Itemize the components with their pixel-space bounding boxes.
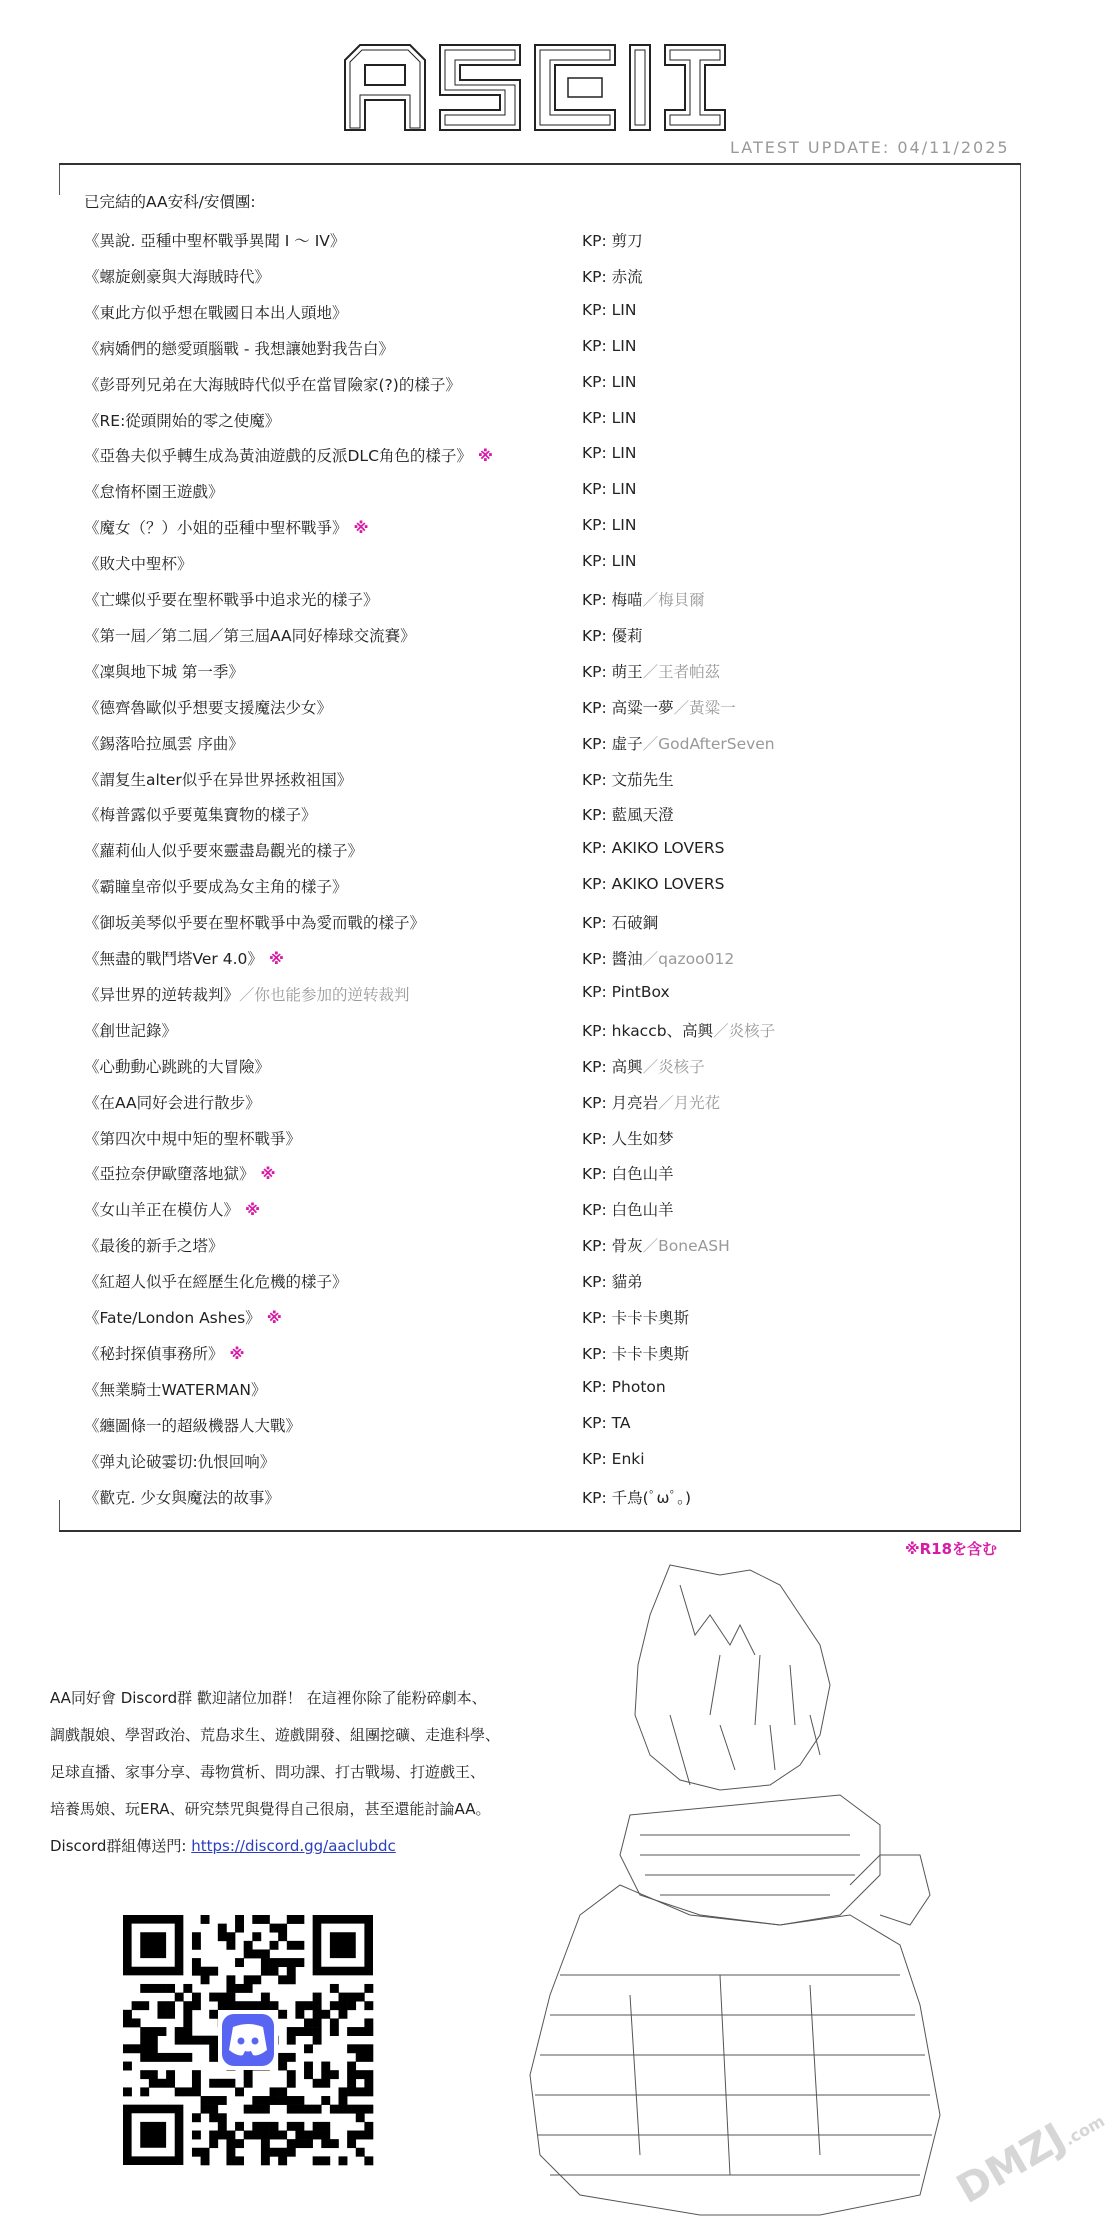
discord-link[interactable]: https://discord.gg/aaclubdc (191, 1837, 396, 1855)
discord-text-1: AA同好會 Discord群 歡迎諸位加群！ 在這裡你除了能粉碎劇本、 (50, 1689, 487, 1707)
keeper-name: KP: LIN (582, 444, 637, 463)
discord-link-row (50, 1828, 520, 1865)
list-item (0, 911, 1080, 947)
r18-mark: ※ (245, 1201, 261, 1220)
campaign-title: 《RE:從頭開始的零之使魔》 (84, 411, 281, 430)
list-item (0, 696, 1080, 732)
keeper-name: KP: 虛子／GodAfterSeven (582, 734, 775, 753)
list-item (0, 1198, 1080, 1234)
campaign-title: 《梅普露似乎要蒐集寶物的樣子》 (84, 806, 317, 825)
campaign-title: 《凜與地下城 第一季》 (84, 662, 244, 681)
r18-note: ※R18を含む (905, 1540, 998, 1558)
list-item (0, 1234, 1080, 1270)
keeper-name: KP: LIN (582, 480, 637, 499)
campaign-title: 《纏圖條一的超級機器人大戰》 (84, 1416, 302, 1435)
keeper-name: KP: 月亮岩／月光花 (582, 1093, 721, 1112)
keeper-name: KP: 貓弟 (582, 1273, 643, 1292)
keeper-name: KP: LIN (582, 516, 637, 535)
list-item (0, 480, 1080, 516)
keeper-name: KP: 千鳥(ﾟωﾟ。) (582, 1488, 691, 1507)
list-item (0, 660, 1080, 696)
campaign-title: 《最後的新手之塔》 (84, 1237, 224, 1256)
list-item (0, 552, 1080, 588)
list-item (0, 947, 1080, 983)
campaign-title: 《歡克. 少女與魔法的故事》 (84, 1488, 280, 1507)
campaign-title: 《第四次中規中矩的聖杯戰爭》 (84, 1129, 302, 1148)
campaign-title: 《霸瞳皇帝似乎要成為女主角的樣子》 (84, 878, 348, 897)
campaign-title: 《無業騎士WATERMAN》 (84, 1380, 267, 1399)
r18-mark: ※ (260, 1165, 276, 1184)
campaign-title: 《在AA同好会进行散步》 (84, 1093, 261, 1112)
keeper-name: KP: 優莉 (582, 626, 643, 645)
keeper-name: KP: 人生如梦 (582, 1129, 674, 1148)
list-item (0, 1414, 1080, 1450)
campaign-title: 《無盡的戰鬥塔Ver 4.0》 ※ (84, 950, 284, 968)
latest-update: LATEST UPDATE: 04/11/2025 (730, 138, 1010, 157)
campaign-title: 《心動動心跳跳的大冒險》 (84, 1057, 271, 1076)
r18-mark: ※ (268, 950, 284, 968)
keeper-alt-name: ／qazoo012 (642, 950, 735, 968)
keeper-name: KP: AKIKO LOVERS (582, 875, 725, 894)
list-item (0, 983, 1080, 1019)
keeper-name: KP: 卡卡卡奧斯 (582, 1344, 690, 1363)
keeper-name: KP: 文茄先生 (582, 770, 674, 789)
discord-text-4: 培養馬娘、玩ERA、研究禁咒與覺得自己很扇，甚至還能討論AA。 (50, 1800, 491, 1818)
campaign-title: 《謂复生alter似乎在异世界拯救祖国》 (84, 770, 353, 789)
keeper-name: KP: 石破鋼 (582, 914, 659, 933)
keeper-name: KP: PintBox (582, 982, 670, 1001)
list-item (0, 1486, 1080, 1522)
keeper-name: KP: 醬油／qazoo012 (582, 950, 735, 968)
list-item (0, 588, 1080, 624)
keeper-name: KP: 剪刀 (582, 232, 643, 250)
keeper-alt-name: ／炎核子 (642, 1057, 705, 1076)
list-item (0, 768, 1080, 804)
campaign-title: 《病嬌們的戀愛頭腦戰 - 我想讓她對我告白》 (84, 339, 394, 358)
r18-mark: ※ (477, 447, 493, 466)
keeper-name: KP: hkaccb、高興／炎核子 (582, 1021, 776, 1040)
r18-mark: ※ (229, 1344, 245, 1363)
campaign-title: 《亡蝶似乎要在聖杯戰爭中追求光的樣子》 (84, 591, 379, 609)
keeper-name: KP: LIN (582, 300, 637, 319)
list-item (0, 516, 1080, 552)
list-item (0, 265, 1080, 301)
list-item (0, 373, 1080, 409)
campaign-title: 《Fate/London Ashes》 ※ (84, 1309, 282, 1327)
keeper-name: KP: 萌王／王者帕茲 (582, 662, 721, 681)
keeper-name: KP: 藍風天澄 (582, 806, 674, 825)
list-item (0, 732, 1080, 768)
campaign-title: 《蘿莉仙人似乎要來靈盡島觀光的樣子》 (84, 842, 364, 861)
campaign-title: 《怠惰杯園王遊戲》 (84, 483, 224, 502)
list-item (0, 409, 1080, 445)
discord-invite (50, 1680, 520, 1865)
campaign-title: 《魔女（？）小姐的亞種中聖杯戰爭》 ※ (84, 519, 369, 538)
list-item (0, 444, 1080, 480)
list-heading: 已完結的AA安科/安價團: (84, 193, 256, 211)
discord-text-2: 調戲靚娘、學習政治、荒島求生、遊戲開發、組團挖礦、走進科學、 (50, 1726, 501, 1744)
list-item (0, 1306, 1080, 1342)
campaign-title: 《秘封探偵事務所》 ※ (84, 1344, 245, 1363)
ascii-logo (340, 40, 730, 135)
r18-mark: ※ (353, 519, 369, 538)
campaign-title: 《弹丸论破霎切:仇恨回响》 (84, 1452, 276, 1471)
list-item (0, 1342, 1080, 1378)
keeper-alt-name: ／梅貝爾 (642, 591, 705, 609)
campaign-title: 《創世記錄》 (84, 1021, 178, 1040)
campaign-title: 《錫落哈拉風雲 序曲》 (84, 734, 244, 753)
discord-link-label: Discord群組傳送門: (50, 1837, 192, 1855)
keeper-alt-name: ／月光花 (658, 1093, 721, 1112)
watermark: DMZJ.com (949, 2111, 1108, 2213)
keeper-alt-name: ／黃粱一 (673, 698, 736, 717)
discord-text-3: 足球直播、家事分享、毒物賞析、問功課、打古戰場、打遊戲王、 (50, 1763, 486, 1781)
campaign-title: 《彭哥列兄弟在大海賊時代似乎在當冒險家(?)的樣子》 (84, 375, 461, 394)
keeper-name: KP: 骨灰／BoneASH (582, 1237, 730, 1256)
list-item (0, 229, 1080, 265)
keeper-name: KP: LIN (582, 372, 637, 391)
keeper-alt-name: ／GodAfterSeven (642, 734, 775, 753)
campaign-title: 《異說. 亞種中聖杯戰爭異聞 I ～ IV》 (84, 232, 346, 250)
keeper-name: KP: 梅喵／梅貝爾 (582, 591, 705, 609)
keeper-name: KP: 白色山羊 (582, 1165, 674, 1184)
keeper-name: KP: AKIKO LOVERS (582, 839, 725, 858)
campaign-title: 《德齊魯歐似乎想要支援魔法少女》 (84, 698, 333, 717)
campaign-title: 《御坂美琴似乎要在聖杯戰爭中為愛而戰的樣子》 (84, 914, 426, 933)
list-item (0, 1162, 1080, 1198)
list-item (0, 875, 1080, 911)
keeper-name: KP: 赤流 (582, 267, 643, 286)
qr-code[interactable] (123, 1915, 373, 2165)
keeper-alt-name: ／王者帕茲 (642, 662, 721, 681)
campaign-title: 《螺旋劍豪與大海賊時代》 (84, 267, 271, 286)
list-item (0, 337, 1080, 373)
keeper-alt-name: ／炎核子 (713, 1021, 776, 1040)
list-item (0, 1127, 1080, 1163)
keeper-name: KP: TA (582, 1413, 631, 1432)
keeper-name: KP: 高粱一夢／黃粱一 (582, 698, 736, 717)
list-item (0, 1019, 1080, 1055)
campaign-title: 《紅超人似乎在經歷生化危機的樣子》 (84, 1273, 348, 1292)
keeper-name: KP: 高興／炎核子 (582, 1057, 705, 1076)
keeper-name: KP: 卡卡卡奧斯 (582, 1309, 690, 1327)
campaign-title: 《亞拉奈伊歐墮落地獄》 ※ (84, 1165, 276, 1184)
keeper-name: KP: LIN (582, 336, 637, 355)
campaign-title: 《東此方似乎想在戰國日本出人頭地》 (84, 303, 348, 322)
list-item (0, 839, 1080, 875)
campaign-title-alt: ／你也能参加的逆转裁判 (239, 985, 410, 1004)
campaign-title: 《亞魯夫似乎轉生成為黃油遊戲的反派DLC角色的樣子》 ※ (84, 447, 493, 466)
list-item (0, 1378, 1080, 1414)
keeper-name: KP: Enki (582, 1449, 645, 1468)
list-item (0, 1270, 1080, 1306)
keeper-name: KP: 白色山羊 (582, 1201, 674, 1220)
list-item (0, 624, 1080, 660)
campaign-title: 《敗犬中聖杯》 (84, 555, 193, 574)
list-item (0, 301, 1080, 337)
list-item (0, 1055, 1080, 1091)
campaign-title: 《第一屆／第二屆／第三屆AA同好棒球交流賽》 (84, 626, 416, 645)
r18-mark: ※ (266, 1309, 282, 1327)
campaign-title: 《异世界的逆转裁判》／你也能参加的逆转裁判 (84, 985, 410, 1004)
ascii-art-figure (520, 1555, 1070, 2220)
list-item (0, 1091, 1080, 1127)
campaign-title: 《女山羊正在模仿人》 ※ (84, 1201, 261, 1220)
keeper-name: KP: Photon (582, 1377, 666, 1396)
keeper-name: KP: LIN (582, 552, 637, 571)
list-item (0, 803, 1080, 839)
list-item (0, 1450, 1080, 1486)
keeper-alt-name: ／BoneASH (642, 1237, 730, 1256)
keeper-name: KP: LIN (582, 408, 637, 427)
